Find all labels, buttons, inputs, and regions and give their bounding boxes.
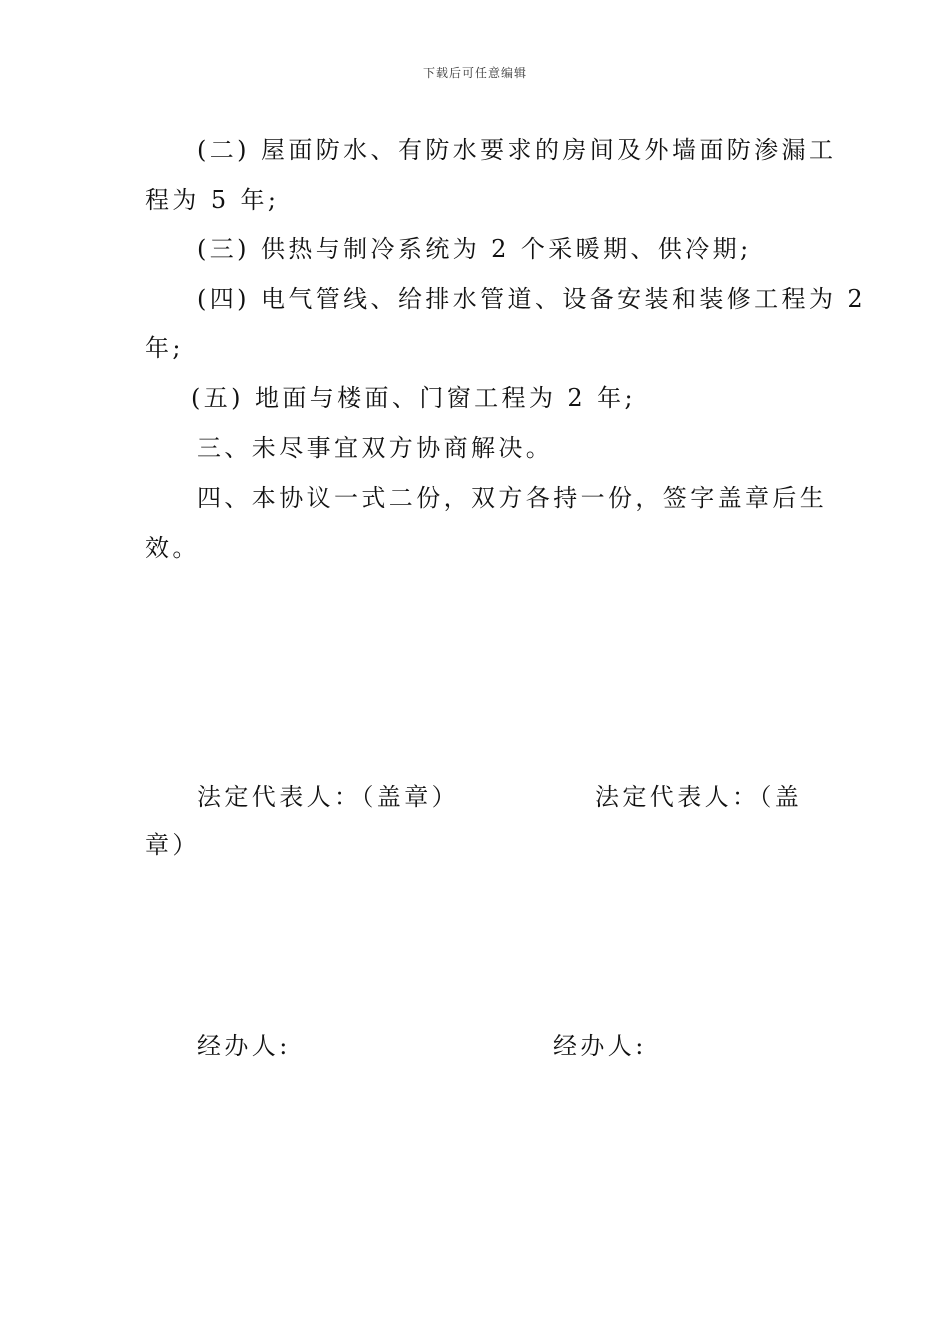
clause-2-line-1: (二) 屋面防水、有防水要求的房间及外墙面防渗漏工 bbox=[197, 136, 837, 164]
page-header-note: 下载后可任意编辑 bbox=[422, 66, 527, 80]
clause-4-line-1: (四) 电气管线、给排水管道、设备安装和装修工程为 2 bbox=[197, 285, 867, 313]
clause-4-line-2: 年; bbox=[145, 334, 184, 362]
legal-rep-left: 法定代表人：（盖章） bbox=[197, 783, 459, 811]
article-4-line-2: 效。 bbox=[145, 534, 200, 562]
clause-3: (三) 供热与制冷系统为 2 个采暖期、供冷期; bbox=[197, 235, 752, 263]
handler-right: 经办人: bbox=[553, 1032, 647, 1060]
article-3: 三、未尽事宜双方协商解决。 bbox=[197, 434, 554, 462]
legal-rep-right: 法定代表人：（盖 bbox=[595, 783, 803, 811]
clause-2-line-2: 程为 5 年; bbox=[145, 186, 280, 214]
clause-5: (五) 地面与楼面、门窗工程为 2 年; bbox=[191, 384, 636, 412]
handler-left: 经办人: bbox=[197, 1032, 291, 1060]
article-4-line-1: 四、本协议一式二份，双方各持一份，签字盖章后生 bbox=[197, 484, 828, 512]
legal-rep-right-continued: 章） bbox=[145, 831, 200, 859]
